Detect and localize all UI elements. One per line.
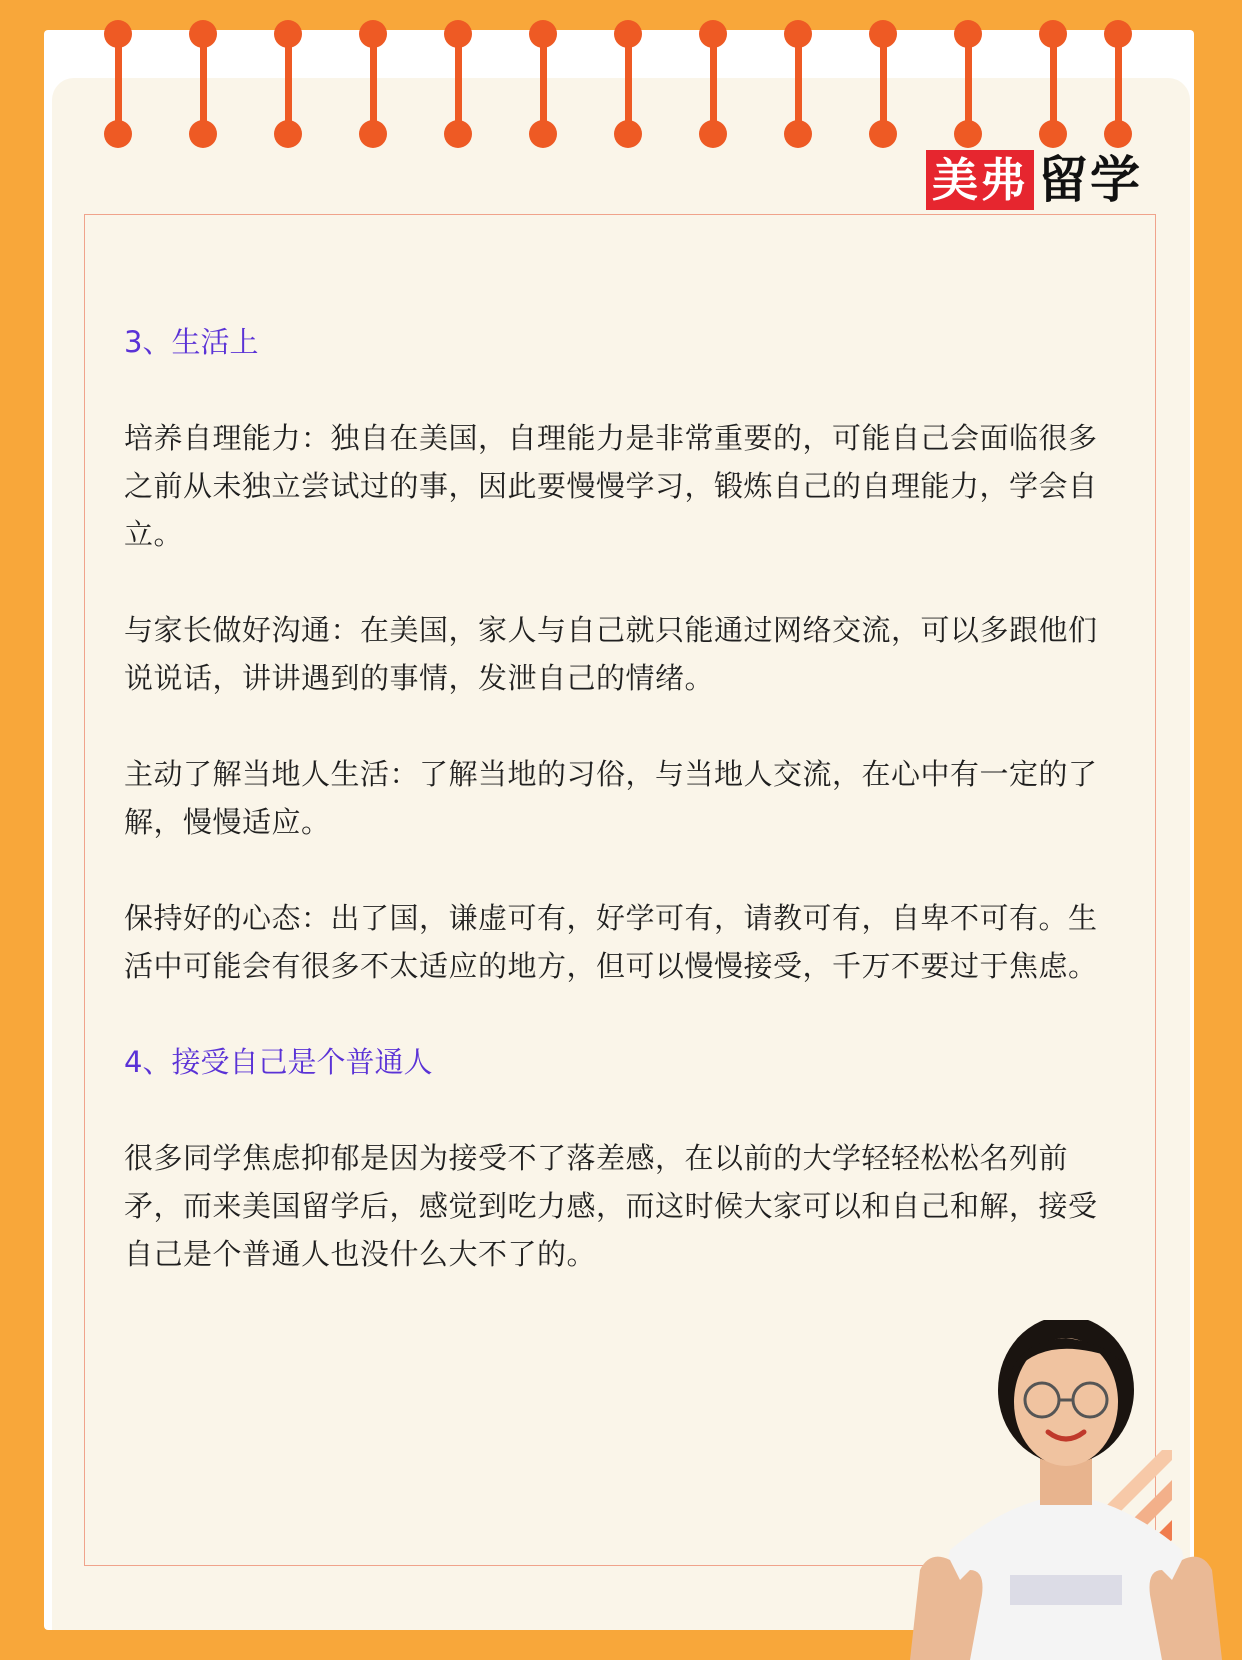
paragraph: 与家长做好沟通：在美国，家人与自己就只能通过网络交流，可以多跟他们说说话，讲讲遇到的事情，发泄自己的情绪。 [124, 613, 1098, 695]
article-body [124, 318, 1108, 1278]
binder-ring-icon [104, 20, 134, 150]
binder-rings [0, 0, 1242, 160]
paragraph: 很多同学焦虑抑郁是因为接受不了落差感，在以前的大学轻轻松松名列前矛，而来美国留学后，感觉到吃力感，而这时候大家可以和自己和解，接受自己是个普通人也没什么大不了的。 [124, 1141, 1098, 1271]
binder-ring-icon [1039, 20, 1069, 150]
section-heading: 4、接受自己是个普通人 [124, 1045, 433, 1079]
paragraph: 保持好的心态：出了国，谦虚可有，好学可有，请教可有，自卑不可有。生活中可能会有很多不太适应的地方，但可以慢慢接受，千万不要过于焦虑。 [124, 901, 1098, 983]
binder-ring-icon [869, 20, 899, 150]
presenter-photo [890, 1320, 1242, 1660]
binder-ring-icon [189, 20, 219, 150]
binder-ring-icon [699, 20, 729, 150]
logo-red-text: 美弗 [926, 150, 1034, 210]
binder-ring-icon [784, 20, 814, 150]
section-heading: 3、生活上 [124, 325, 259, 359]
paragraph: 培养自理能力：独自在美国，自理能力是非常重要的，可能自己会面临很多之前从未独立尝试过的事，因此要慢慢学习，锻炼自己的自理能力，学会自立。 [124, 421, 1098, 551]
binder-ring-icon [359, 20, 389, 150]
binder-ring-icon [954, 20, 984, 150]
binder-ring-icon [444, 20, 474, 150]
binder-ring-icon [529, 20, 559, 150]
binder-ring-icon [1104, 20, 1134, 150]
logo-black-text: 留学 [1038, 151, 1142, 209]
paragraph: 主动了解当地人生活：了解当地的习俗，与当地人交流，在心中有一定的了解，慢慢适应。 [124, 757, 1098, 839]
brand-logo [926, 150, 1142, 210]
binder-ring-icon [614, 20, 644, 150]
binder-ring-icon [274, 20, 304, 150]
